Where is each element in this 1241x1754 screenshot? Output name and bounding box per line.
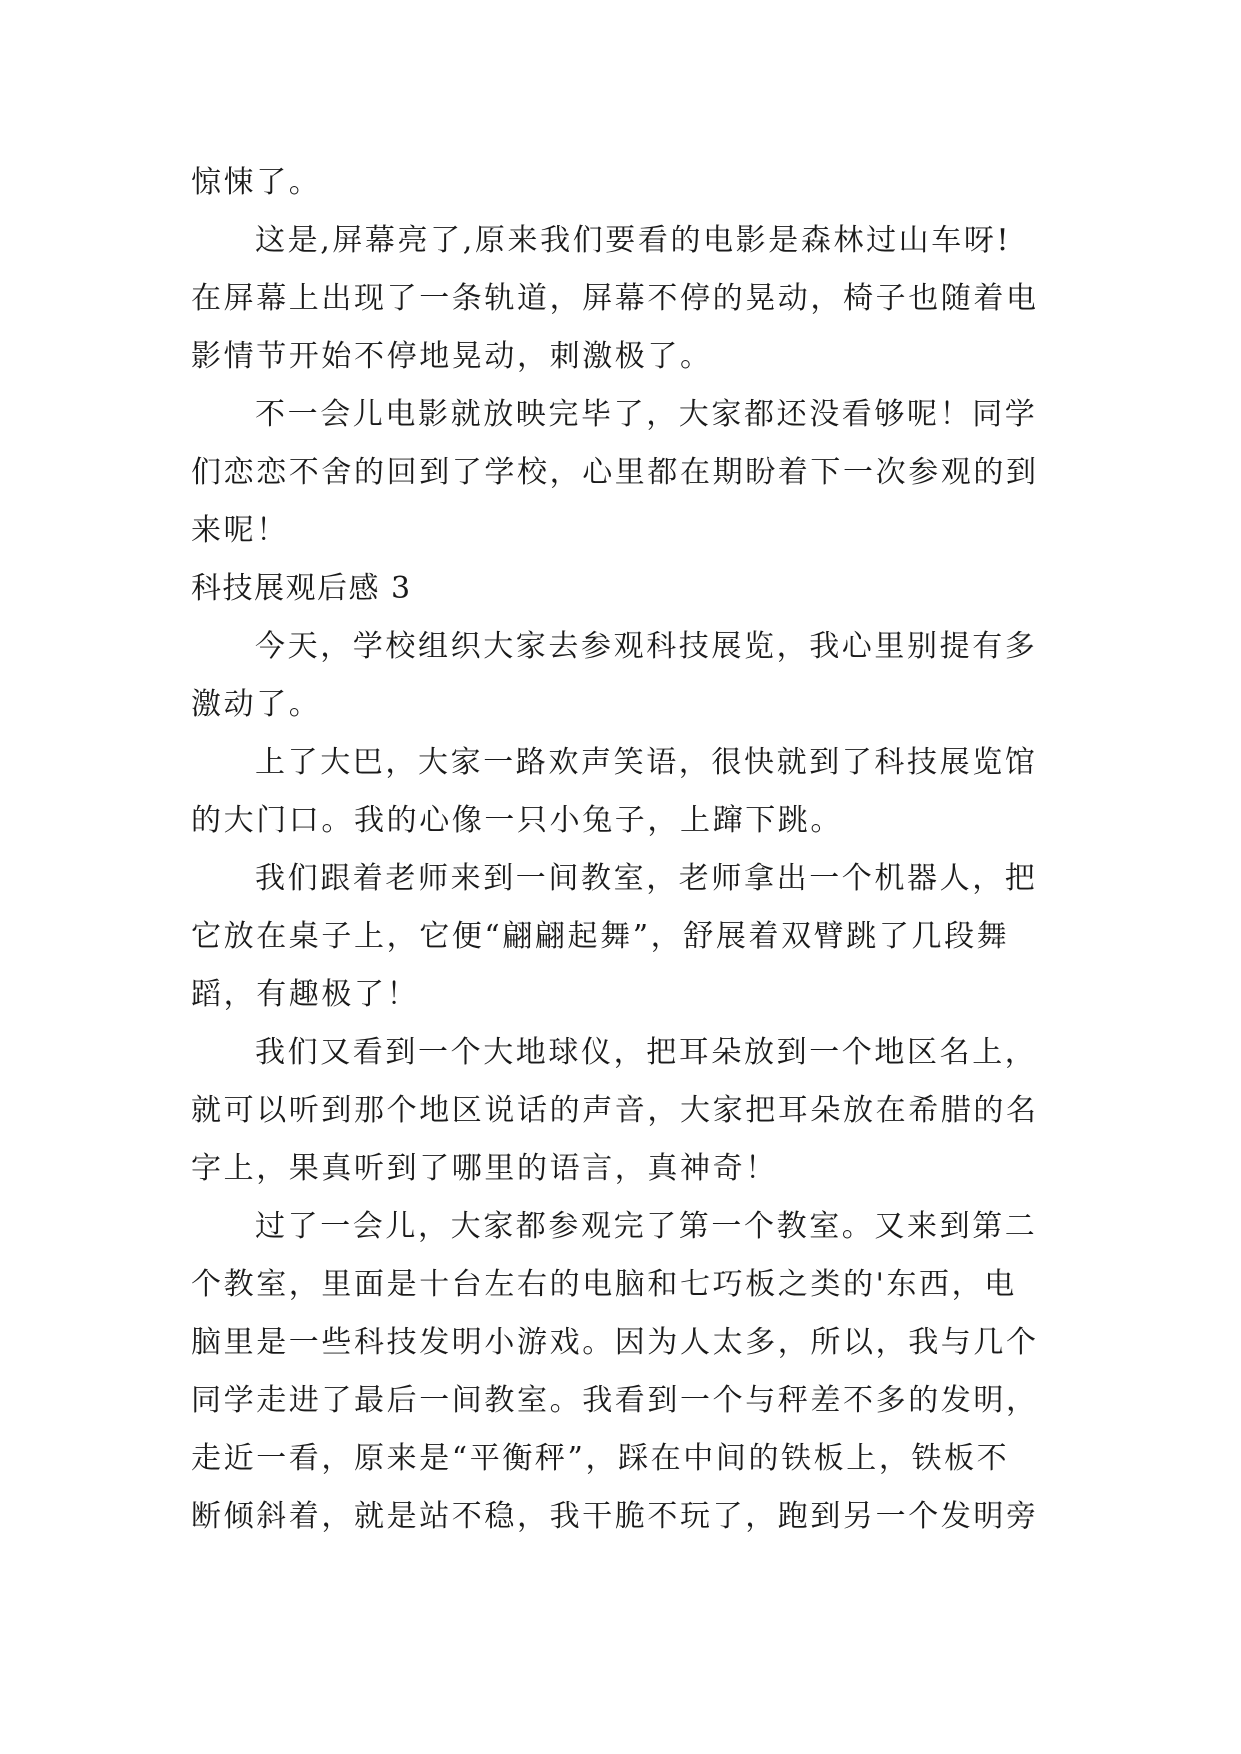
paragraph-line: 过了一会儿，大家都参观完了第一个教室。又来到第二 (255, 1209, 1038, 1244)
paragraph-line: 来呢！ (191, 513, 289, 548)
paragraph-line: 不一会儿电影就放映完毕了，大家都还没看够呢！同学 (255, 397, 1038, 432)
paragraph-line: 个教室，里面是十台左右的电脑和七巧板之类的'东西，电 (191, 1267, 1017, 1302)
paragraph-line: 断倾斜着，就是站不稳，我干脆不玩了，跑到另一个发明旁 (191, 1499, 1039, 1534)
paragraph-line: 走近一看，原来是“平衡秤”，踩在中间的铁板上，铁板不 (191, 1441, 1010, 1476)
paragraph-line: 蹈，有趣极了！ (191, 977, 420, 1012)
paragraph-line: 在屏幕上出现了一条轨道，屏幕不停的晃动，椅子也随着电 (191, 281, 1039, 316)
paragraph-line: 上了大巴，大家一路欢声笑语，很快就到了科技展览馆 (255, 745, 1038, 780)
document-body (191, 154, 1061, 1546)
paragraph-line: 们恋恋不舍的回到了学校，心里都在期盼着下一次参观的到 (191, 455, 1039, 490)
paragraph-line: 惊悚了。 (191, 165, 322, 200)
paragraph-line: 脑里是一些科技发明小游戏。因为人太多，所以，我与几个 (191, 1325, 1039, 1360)
paragraph-line: 的大门口。我的心像一只小兔子，上蹿下跳。 (191, 803, 843, 838)
paragraph-line: 激动了。 (191, 687, 322, 722)
paragraph-line: 就可以听到那个地区说话的声音，大家把耳朵放在希腊的名 (191, 1093, 1039, 1128)
paragraph-line: 这是,屏幕亮了,原来我们要看的电影是森林过山车呀! (255, 223, 1012, 258)
paragraph-line: 我们又看到一个大地球仪，把耳朵放到一个地区名上， (255, 1035, 1038, 1070)
paragraph-line: 字上，果真听到了哪里的语言，真神奇！ (191, 1151, 778, 1186)
paragraph-line: 今天，学校组织大家去参观科技展览，我心里别提有多 (255, 629, 1038, 664)
paragraph-line: 同学走进了最后一间教室。我看到一个与秤差不多的发明， (191, 1383, 1039, 1418)
paragraph-line: 我们跟着老师来到一间教室，老师拿出一个机器人，把 (255, 861, 1038, 896)
paragraph-line: 它放在桌子上，它便“翩翩起舞”，舒展着双臂跳了几段舞 (191, 919, 1010, 954)
paragraph-line: 影情节开始不停地晃动，刺激极了。 (191, 339, 713, 374)
section-heading: 科技展观后感 3 (191, 571, 412, 606)
